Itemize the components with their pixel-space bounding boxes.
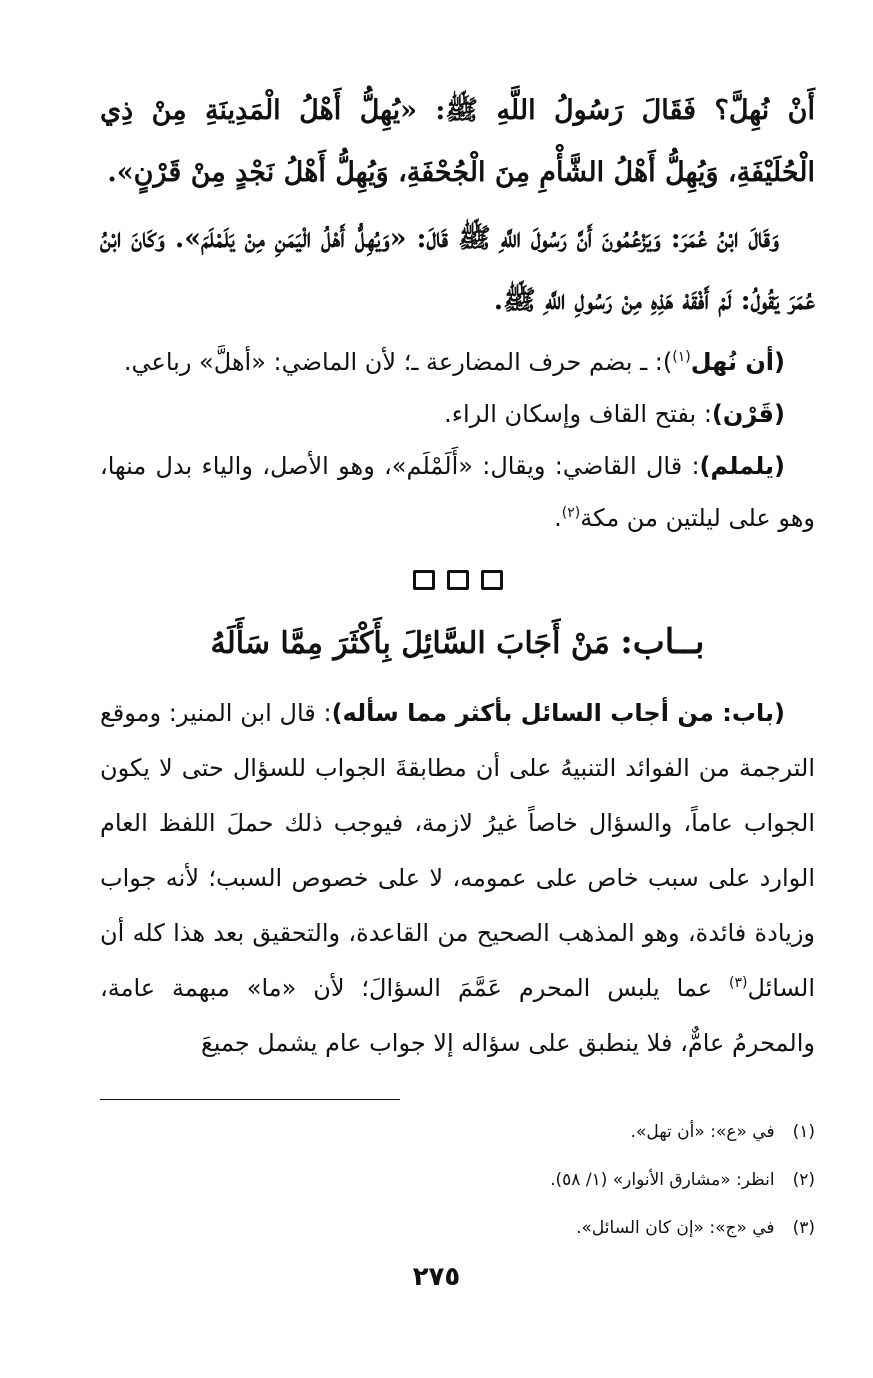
footnote-ref-3: (٣) bbox=[728, 975, 748, 991]
note-term: (أن نُهل bbox=[690, 348, 785, 376]
commentary-paragraph bbox=[100, 686, 815, 1071]
note-term: (يلملم) bbox=[699, 452, 785, 480]
footnote-number: (١) bbox=[792, 1122, 815, 1142]
footnote-divider bbox=[100, 1099, 400, 1100]
footnote-3 bbox=[100, 1204, 815, 1252]
page-number: ٢٧٥ bbox=[412, 1262, 461, 1292]
note-an-nuhil bbox=[100, 336, 815, 388]
note-text: : قال القاضي: ويقال: «أَلَمْلَم»، وهو الأصل، والياء بدل منها، وهو على ليلتين من مكة bbox=[100, 452, 815, 532]
footnote-text: في «ع»: «أن تهل». bbox=[630, 1122, 775, 1142]
hadith-paragraph-2: وَقَالَ ابْنُ عُمَرَ: وَيَزْعُمُونَ أَنَّ رَسُولَ اللَّهِ ﷺ قَالَ: «وَيُهِلُّ أَهْلُ الْيَمَنِ مِنْ يَلَمْلَمَ». وَكَانَ ابْنُ عُمَرَ يَقُولُ: لَمْ أَفْقَهْ هَذِهِ مِنْ رَسُولِ اللَّهِ ﷺ. bbox=[100, 223, 815, 316]
note-yalamlam bbox=[100, 440, 815, 544]
commentary-text-2: عما يلبس المحرم عَمَّمَ السؤالَ؛ لأن «ما» مبهمة عامة، والمحرمُ عامٌّ، فلا ينطبق على سؤاله إلا جواب عام يشمل جميعَ bbox=[100, 974, 815, 1057]
note-qarn bbox=[100, 388, 815, 440]
footnote-divider-wrap bbox=[100, 1099, 815, 1100]
note-text: : بفتح القاف وإسكان الراء. bbox=[444, 400, 712, 428]
footnote-1 bbox=[100, 1108, 815, 1156]
commentary-heading: (باب: من أجاب السائل بأكثر مما سأله) bbox=[331, 699, 786, 727]
note-text: ): ـ بضم حرف المضارعة ـ؛ لأن الماضي: «أهلَّ» رباعي. bbox=[123, 348, 673, 376]
footnote-2 bbox=[100, 1156, 815, 1204]
footnote-text: انظر: «مشارق الأنوار» (١/ ٥٨). bbox=[550, 1170, 775, 1190]
chapter-bab-label: بــاب: bbox=[620, 622, 705, 662]
hadith-paragraph-1: أَنْ نُهِلَّ؟ فَقَالَ رَسُولُ اللَّهِ ﷺ: «يُهِلُّ أَهْلُ الْمَدِينَةِ مِنْ ذِي الْحُلَيْفَةِ، وَيُهِلُّ أَهْلُ الشَّأْمِ مِنَ الْجُحْفَةِ، وَيُهِلُّ أَهْلُ نَجْدٍ مِنْ قَرْنٍ». bbox=[100, 95, 815, 188]
note-term: (قَرْن) bbox=[711, 400, 785, 428]
separator-square-icon bbox=[481, 570, 503, 590]
chapter-title-text: مَنْ أَجَابَ السَّائِلَ بِأَكْثَرَ مِمَّا سَأَلَهُ bbox=[210, 626, 621, 661]
separator-square-icon bbox=[413, 570, 435, 590]
footnote-ref-2: (٢) bbox=[561, 505, 581, 521]
separator-square-icon bbox=[447, 570, 469, 590]
footnote-text: في «ج»: «إن كان السائل». bbox=[576, 1218, 775, 1238]
commentary-text-1: : قال ابن المنير: وموقع الترجمة من الفوائد التنبيهُ على أن مطابقةَ الجواب للسؤال حتى لا يكون الجواب عاماً، والسؤال خاصاً غيرُ لازمة، فيوجب ذلك حملَ اللفظ العام الوارد على سبب خاص على عمومه، لا على خصوص السبب؛ لأنه جواب وزيادة فائدة، وهو المذهب الصحيح من القاعدة، والتحقيق بعد هذا كله أن السائل bbox=[100, 699, 815, 1002]
section-separator bbox=[100, 570, 815, 590]
footnote-number: (٢) bbox=[792, 1170, 815, 1190]
footnote-number: (٣) bbox=[792, 1218, 815, 1238]
footnote-ref-1: (١) bbox=[672, 349, 691, 365]
chapter-heading bbox=[100, 614, 815, 672]
note-end: . bbox=[554, 504, 562, 532]
